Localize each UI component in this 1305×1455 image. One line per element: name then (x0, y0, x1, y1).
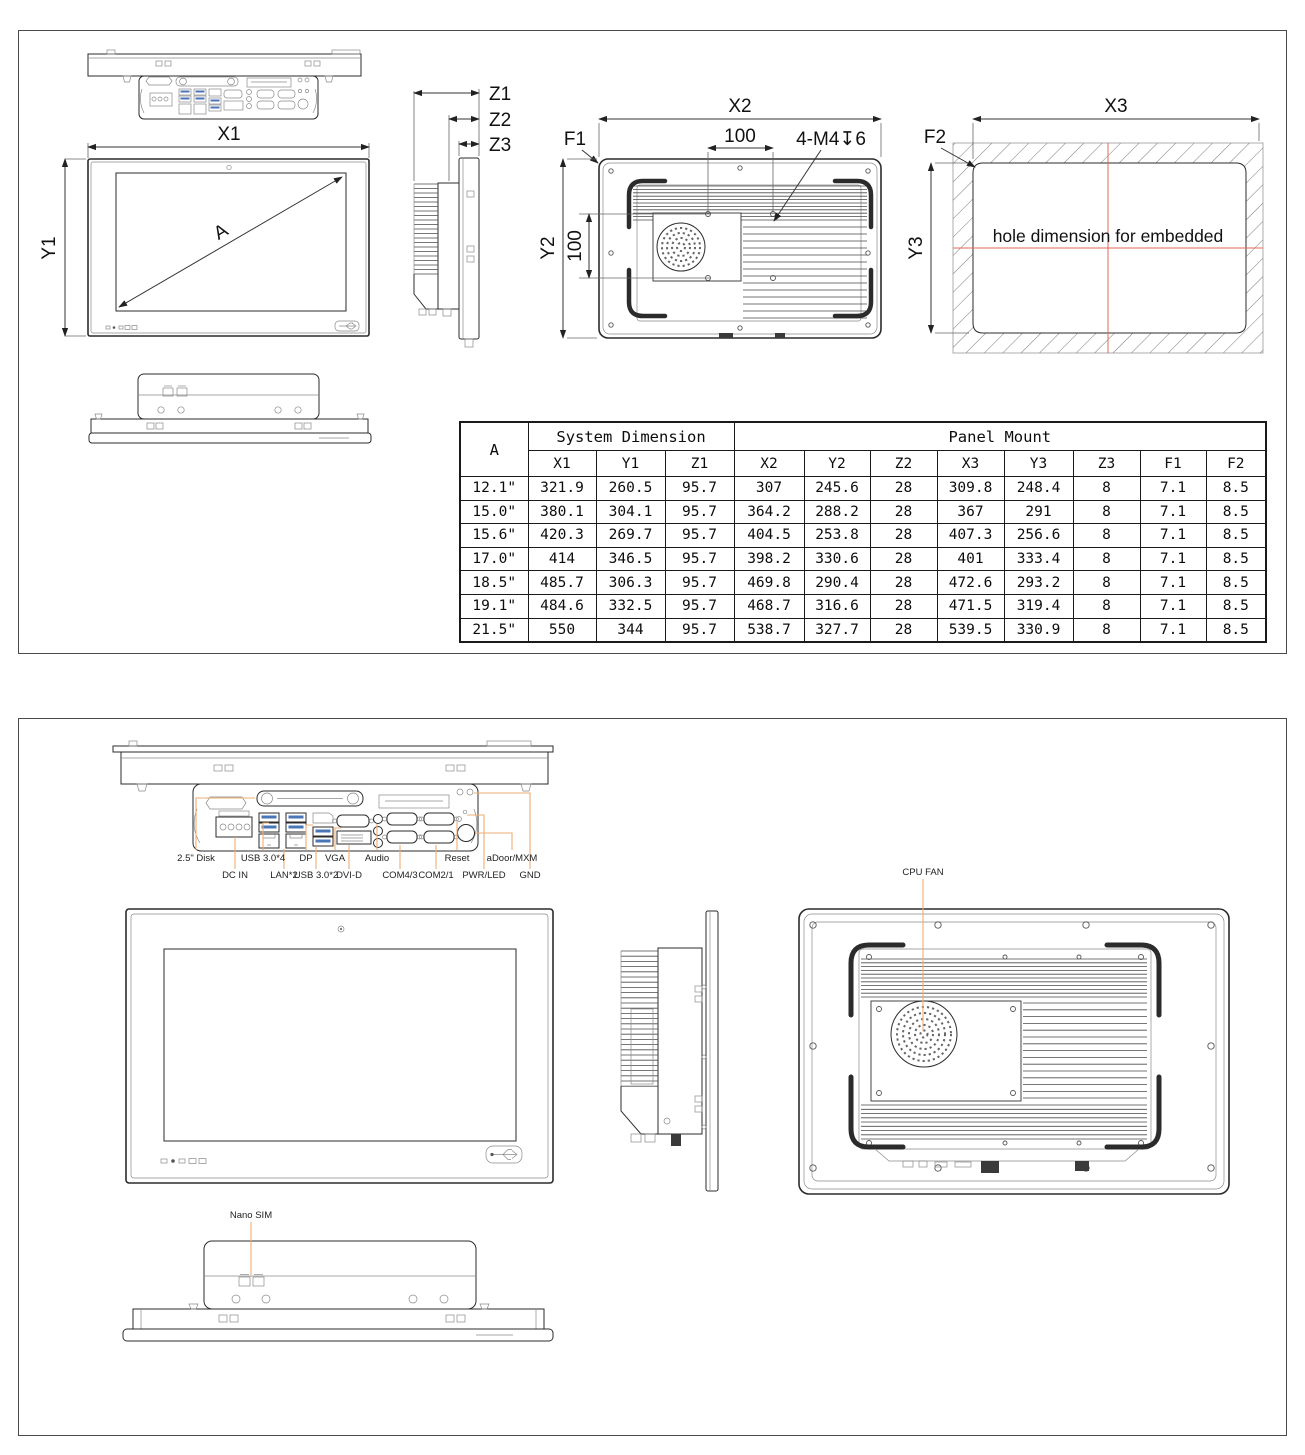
sheet-dimensions (18, 30, 1287, 654)
table-group-header-row (460, 422, 1266, 451)
table-cell: 316.6 (804, 594, 870, 618)
table-cell: 95.7 (665, 618, 734, 642)
io-bottom-view (123, 1210, 553, 1341)
table-cell: 7.1 (1140, 547, 1206, 571)
table-header-x1: X1 (528, 451, 596, 477)
table-cell: 333.4 (1004, 547, 1073, 571)
table-cell: 260.5 (596, 477, 665, 501)
table-cell: 8 (1073, 477, 1140, 501)
table-cell: 8 (1073, 500, 1140, 524)
label-reset: Reset (444, 853, 470, 864)
table-cell: 414 (528, 547, 596, 571)
side-view (414, 84, 511, 347)
table-cell: 468.7 (734, 594, 804, 618)
table-header-z3: Z3 (1073, 451, 1140, 477)
table-header-z1: Z1 (665, 451, 734, 477)
dim-label-z2: Z2 (489, 110, 512, 131)
table-cell: 8.5 (1206, 594, 1266, 618)
bottom-view (89, 374, 371, 443)
table-cell: 28 (870, 594, 937, 618)
label-dp: DP (299, 853, 313, 864)
table-row (460, 524, 1266, 548)
usb-logo-icon (335, 321, 359, 331)
dim-label-y2: Y2 (538, 236, 559, 260)
label-disk: 2.5" Disk (177, 853, 215, 864)
table-cell: 8 (1073, 547, 1140, 571)
table-cell: 269.7 (596, 524, 665, 548)
table-cell: 332.5 (596, 594, 665, 618)
hole-dimension-view (906, 96, 1263, 353)
table-row (460, 477, 1266, 501)
table-cell: 95.7 (665, 594, 734, 618)
dim-label-y3: Y3 (906, 236, 927, 260)
table-sub-header-row (460, 451, 1266, 477)
sheet-io (18, 718, 1287, 1436)
table-cell: 7.1 (1140, 571, 1206, 595)
table-cell: 95.7 (665, 500, 734, 524)
label-usb2: USB 3.0*2 (293, 870, 339, 881)
spec-table (459, 421, 1267, 643)
table-cell: 539.5 (937, 618, 1004, 642)
table-cell: 8.5 (1206, 618, 1266, 642)
dim-label-x3: X3 (1104, 96, 1128, 117)
table-cell: 7.1 (1140, 618, 1206, 642)
dim-label-thread: 4-M4↧6 (796, 129, 866, 150)
front-view (39, 124, 369, 336)
table-cell: 307 (734, 477, 804, 501)
label-lan: LAN*2 (270, 870, 298, 881)
table-cell: 471.5 (937, 594, 1004, 618)
table-cell: 7.1 (1140, 500, 1206, 524)
dim-label-vesa-v: 100 (565, 230, 586, 262)
table-header-f2: F2 (1206, 451, 1266, 477)
table-cell: 288.2 (804, 500, 870, 524)
io-rear-view (799, 867, 1229, 1194)
table-cell: 19.1" (460, 594, 528, 618)
table-cell: 95.7 (665, 547, 734, 571)
table-cell: 12.1" (460, 477, 528, 501)
hole-note: hole dimension for embedded (992, 226, 1224, 246)
table-cell: 248.4 (1004, 477, 1073, 501)
table-header-panel-mount: Panel Mount (734, 422, 1266, 451)
table-header-y2: Y2 (804, 451, 870, 477)
table-cell: 293.2 (1004, 571, 1073, 595)
top-view (88, 50, 361, 119)
dim-label-y1: Y1 (39, 236, 60, 260)
table-cell: 28 (870, 500, 937, 524)
table-cell: 330.9 (1004, 618, 1073, 642)
label-pwrled: PWR/LED (462, 870, 506, 881)
table-cell: 28 (870, 524, 937, 548)
table-header-system-dimension: System Dimension (528, 422, 734, 451)
table-cell: 8 (1073, 571, 1140, 595)
table-cell: 8.5 (1206, 571, 1266, 595)
table-cell: 15.6" (460, 524, 528, 548)
rear-view (538, 96, 881, 338)
sheet2-drawing (19, 719, 1284, 1433)
table-header-a: A (460, 422, 528, 477)
label-usb4: USB 3.0*4 (240, 853, 286, 864)
table-cell: 8 (1073, 594, 1140, 618)
table-cell: 319.4 (1004, 594, 1073, 618)
table-cell: 253.8 (804, 524, 870, 548)
dim-label-a: A (210, 220, 233, 245)
dim-label-x1: X1 (217, 124, 241, 145)
dim-label-z1: Z1 (489, 84, 512, 105)
label-dcin: DC IN (222, 870, 248, 881)
front-indicator-icons-2 (161, 1159, 206, 1164)
label-gnd: GND (519, 870, 541, 881)
table-cell: 95.7 (665, 524, 734, 548)
dim-label-f1: F1 (563, 129, 587, 150)
table-cell: 330.6 (804, 547, 870, 571)
table-cell: 469.8 (734, 571, 804, 595)
table-cell: 472.6 (937, 571, 1004, 595)
io-front-view (126, 909, 553, 1183)
front-indicator-icons (106, 326, 137, 330)
table-header-f1: F1 (1140, 451, 1206, 477)
table-row (460, 547, 1266, 571)
label-adoor: aDoor/MXM (486, 853, 538, 864)
table-row (460, 594, 1266, 618)
table-header-x2: X2 (734, 451, 804, 477)
spec-table-body (460, 477, 1266, 643)
table-cell: 309.8 (937, 477, 1004, 501)
dim-label-z3: Z3 (489, 135, 512, 156)
table-row (460, 618, 1266, 642)
table-cell: 484.6 (528, 594, 596, 618)
table-cell: 28 (870, 571, 937, 595)
table-cell: 7.1 (1140, 524, 1206, 548)
table-cell: 8 (1073, 524, 1140, 548)
table-cell: 18.5" (460, 571, 528, 595)
table-cell: 7.1 (1140, 477, 1206, 501)
table-cell: 7.1 (1140, 594, 1206, 618)
table-row (460, 500, 1266, 524)
label-com21: COM2/1 (418, 870, 454, 881)
table-cell: 327.7 (804, 618, 870, 642)
table-cell: 291 (1004, 500, 1073, 524)
table-cell: 8.5 (1206, 477, 1266, 501)
table-cell: 420.3 (528, 524, 596, 548)
label-com43: COM4/3 (382, 870, 418, 881)
table-cell: 364.2 (734, 500, 804, 524)
table-cell: 256.6 (1004, 524, 1073, 548)
table-cell: 344 (596, 618, 665, 642)
table-cell: 8.5 (1206, 500, 1266, 524)
table-cell: 367 (937, 500, 1004, 524)
table-header-y1: Y1 (596, 451, 665, 477)
label-dvid: DVI-D (336, 870, 362, 881)
table-cell: 245.6 (804, 477, 870, 501)
table-cell: 404.5 (734, 524, 804, 548)
table-header-z2: Z2 (870, 451, 937, 477)
dim-label-vesa-h: 100 (724, 126, 756, 147)
table-cell: 95.7 (665, 571, 734, 595)
table-cell: 17.0" (460, 547, 528, 571)
io-labels (177, 853, 541, 881)
table-cell: 398.2 (734, 547, 804, 571)
label-vga: VGA (324, 853, 346, 864)
table-cell: 28 (870, 547, 937, 571)
table-cell: 290.4 (804, 571, 870, 595)
table-cell: 28 (870, 477, 937, 501)
label-cpu-fan: CPU FAN (902, 867, 944, 878)
label-audio: Audio (364, 853, 390, 864)
dim-label-f2: F2 (923, 127, 947, 148)
table-cell: 8 (1073, 618, 1140, 642)
table-cell: 346.5 (596, 547, 665, 571)
table-cell: 550 (528, 618, 596, 642)
table-cell: 95.7 (665, 477, 734, 501)
table-cell: 407.3 (937, 524, 1004, 548)
table-cell: 304.1 (596, 500, 665, 524)
table-cell: 8.5 (1206, 547, 1266, 571)
table-cell: 8.5 (1206, 524, 1266, 548)
io-top-view (113, 741, 553, 881)
table-header-y3: Y3 (1004, 451, 1073, 477)
table-cell: 538.7 (734, 618, 804, 642)
dim-label-x2: X2 (728, 96, 752, 117)
table-row (460, 571, 1266, 595)
table-cell: 15.0" (460, 500, 528, 524)
usb-logo-icon-2 (486, 1146, 522, 1163)
table-cell: 485.7 (528, 571, 596, 595)
table-cell: 321.9 (528, 477, 596, 501)
table-cell: 28 (870, 618, 937, 642)
table-cell: 380.1 (528, 500, 596, 524)
table-cell: 306.3 (596, 571, 665, 595)
label-nano-sim: Nano SIM (229, 1210, 273, 1221)
table-header-x3: X3 (937, 451, 1004, 477)
io-side-view (621, 911, 718, 1191)
table-cell: 401 (937, 547, 1004, 571)
table-cell: 21.5" (460, 618, 528, 642)
